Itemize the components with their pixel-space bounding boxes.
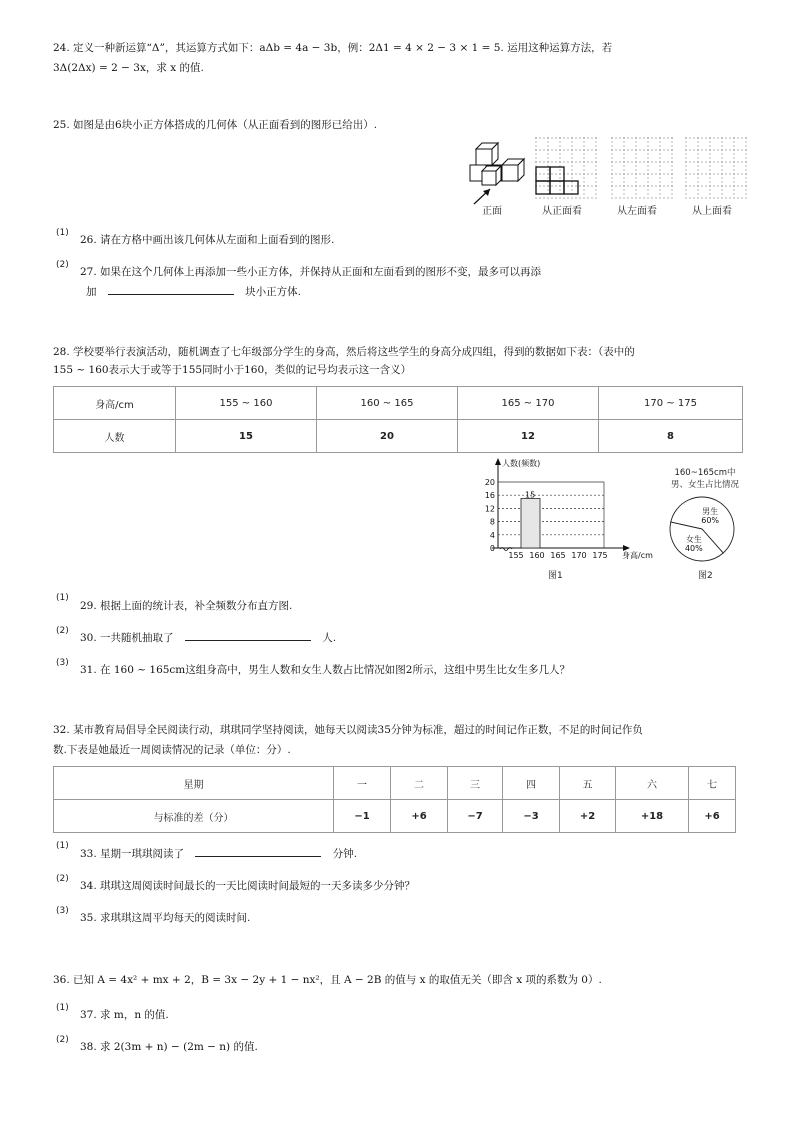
q26-text: 26. 请在方格中画出该几何体从左面和上面看到的图形.: [80, 234, 335, 246]
histogram-y-tick: 0: [489, 544, 495, 553]
histogram-ylabel: 人数(频数): [502, 459, 541, 468]
histogram-bar-label: 15: [525, 490, 536, 500]
height-table: [53, 386, 743, 453]
height-table-header: 155 ~ 160: [176, 387, 317, 420]
q24-line1: 24. 定义一种新运算“Δ”，其运算方式如下：aΔb = 4a − 3b，例：2Δ1 = 4 × 2 − 3 × 1 = 5. 运用这种运算方法，若: [53, 42, 613, 54]
q28-line1: 28. 学校要举行表演活动，随机调查了七年级部分学生的身高，然后将这些学生的身高分成四组，得到的数据如下表：（表中的: [53, 346, 635, 358]
pie-slice-percent: 60%: [701, 516, 720, 526]
reading-table-day: 一: [334, 767, 391, 800]
height-table-cell: 20: [317, 420, 458, 453]
q25-text: 25. 如图是由6块小正方体搭成的几何体（从正面看到的图形已给出）.: [53, 119, 378, 131]
caption-top-view: 从上面看: [692, 206, 732, 217]
reading-table-day: 六: [616, 767, 689, 800]
front-view-grid: [535, 137, 597, 199]
q28-line2: 155 ~ 160表示大于或等于155同时小于160，类似的记号均表示这一含义）: [53, 364, 412, 376]
q32-line1: 32. 某市教育局倡导全民阅读行动，琪琪同学坚持阅读，她每天以阅读35分钟为标准，超过的时间记作正数，不足的时间记作负: [53, 724, 643, 736]
q27-pre: 加: [86, 286, 97, 298]
cube-solid-figure: [462, 136, 532, 208]
q30-label: (2): [56, 626, 69, 636]
q33-answer-blank[interactable]: [195, 846, 321, 857]
q24-line2: 3Δ(2Δx) = 2 − 3x，求 x 的值.: [53, 62, 204, 74]
q29-text: 29. 根据上面的统计表，补全频数分布直方图.: [80, 600, 293, 612]
q33-line: [80, 846, 357, 861]
reading-table-day-row: [54, 767, 736, 800]
histogram-bar: [521, 499, 540, 549]
reading-table-day: 二: [391, 767, 448, 800]
q37-text: 37. 求 m，n 的值.: [80, 1009, 169, 1021]
height-table-header: 170 ~ 175: [599, 387, 743, 420]
q30-line: [80, 630, 336, 645]
height-table-cell: 8: [599, 420, 743, 453]
q36-text: 36. 已知 A = 4x² + mx + 2，B = 3x − 2y + 1 − nx²，且 A − 2B 的值与 x 的取值无关（即含 x 项的系数为 0）.: [53, 974, 602, 986]
q31-text: 31. 在 160 ~ 165cm这组身高中，男生人数和女生人数占比情况如图2所示，这组中男生比女生多几人？: [80, 664, 570, 676]
y-axis-arrow: [495, 458, 501, 465]
fig1-caption: 图1: [548, 571, 563, 581]
reading-table-cell: −7: [448, 800, 503, 833]
reading-table-cell: −1: [334, 800, 391, 833]
pie-chart: [668, 494, 738, 564]
histogram-y-tick: 20: [484, 478, 495, 487]
reading-table: [53, 766, 736, 833]
pie-slice-percent: 40%: [684, 543, 703, 553]
q37-label: (1): [56, 1003, 69, 1013]
q31-label: (3): [56, 658, 69, 668]
histogram-xlabel: 身高/cm: [622, 551, 653, 560]
reading-table-cell: −3: [503, 800, 560, 833]
height-table-header: 160 ~ 165: [317, 387, 458, 420]
histogram-chart: [480, 456, 665, 564]
q27-line1: 27. 如果在这个几何体上再添加一些小正方体，并保持从正面和左面看到的图形不变，最多可以再添: [80, 266, 542, 278]
q27-post: 块小正方体.: [245, 286, 302, 298]
reading-table-row-label: 与标准的差（分）: [54, 800, 334, 833]
q35-text: 35. 求琪琪这周平均每天的阅读时间.: [80, 912, 251, 924]
histogram-x-tick: 170: [571, 551, 587, 560]
reading-table-day: 五: [560, 767, 616, 800]
histogram-x-tick: 155: [508, 551, 524, 560]
pie-title: [668, 466, 742, 490]
pie-slice-name: 女生: [685, 534, 702, 544]
histogram-y-tick: 4: [489, 530, 495, 540]
q34-label: (2): [56, 874, 69, 884]
q30-answer-blank[interactable]: [185, 630, 311, 641]
q35-label: (3): [56, 906, 69, 916]
histogram-x-tick: 165: [550, 551, 566, 560]
q26-label: (1): [56, 228, 69, 238]
q29-label: (1): [56, 593, 69, 603]
q33-post: 分钟.: [332, 848, 358, 860]
histogram-y-tick: 8: [489, 517, 495, 527]
histogram-x-tick: 175: [592, 551, 608, 560]
histogram-y-tick: 16: [484, 491, 495, 501]
left-view-grid[interactable]: [611, 137, 673, 199]
reading-table-cell: +6: [689, 800, 736, 833]
fig2-caption: 图2: [698, 571, 713, 581]
reading-table-cell: +18: [616, 800, 689, 833]
reading-table-row-label: 星期: [54, 767, 334, 800]
height-table-header: 身高/cm: [54, 387, 176, 420]
height-table-cell: 15: [176, 420, 317, 453]
reading-table-day: 四: [503, 767, 560, 800]
q34-text: 34. 琪琪这周阅读时间最长的一天比阅读时间最短的一天多读多少分钟？: [80, 880, 416, 892]
q30-post: 人.: [322, 632, 337, 644]
reading-table-cell: +2: [560, 800, 616, 833]
pie-title-line1: 160~165cm中: [674, 468, 736, 478]
height-table-count-row: [54, 420, 743, 453]
reading-table-cell: +6: [391, 800, 448, 833]
q27-answer-blank[interactable]: [108, 284, 234, 295]
q27-label: (2): [56, 260, 69, 270]
q33-pre: 33. 星期一琪琪阅读了: [80, 848, 185, 860]
q32-line2: 数.下表是她最近一周阅读情况的记录（单位：分）.: [53, 744, 291, 756]
histogram-x-tick: 160: [529, 551, 545, 560]
q30-pre: 30. 一共随机抽取了: [80, 632, 174, 644]
height-table-cell: 12: [458, 420, 599, 453]
top-view-grid[interactable]: [685, 137, 747, 199]
q38-label: (2): [56, 1035, 69, 1045]
reading-table-day: 七: [689, 767, 736, 800]
q38-text: 38. 求 2(3m + n) − (2m − n) 的值.: [80, 1041, 258, 1053]
histogram-y-tick: 12: [484, 504, 495, 514]
pie-title-line2: 男、女生占比情况: [670, 480, 739, 490]
height-table-row-label: 人数: [54, 420, 176, 453]
reading-table-diff-row: [54, 800, 736, 833]
q27-line2: [86, 284, 301, 299]
caption-front-view: 从正面看: [542, 206, 582, 217]
caption-left-view: 从左面看: [617, 206, 657, 217]
pie-slice-name: 男生: [702, 507, 719, 517]
height-table-header-row: [54, 387, 743, 420]
q33-label: (1): [56, 841, 69, 851]
height-table-header: 165 ~ 170: [458, 387, 599, 420]
reading-table-day: 三: [448, 767, 503, 800]
caption-solid: 正面: [482, 206, 502, 217]
